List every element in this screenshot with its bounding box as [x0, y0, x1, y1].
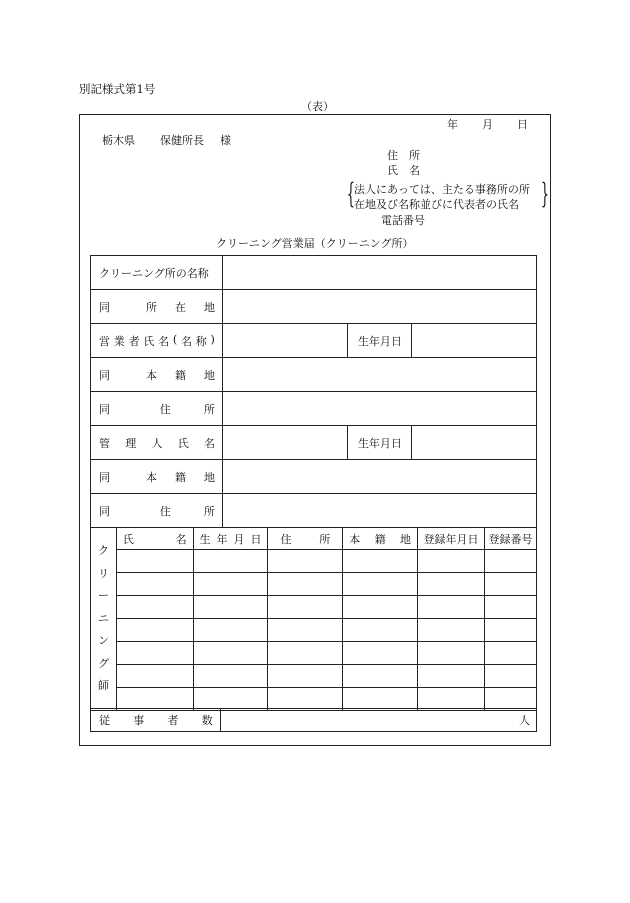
employees-count-field[interactable] [220, 709, 536, 732]
manager-address-field[interactable] [222, 494, 536, 528]
row-manager [91, 426, 537, 460]
cleaner-reg-number-cell[interactable] [484, 550, 536, 573]
facility-name-label: クリーニング所の名称 [91, 256, 223, 290]
cleaner-address-cell[interactable] [268, 619, 343, 642]
row-facility-location [91, 290, 537, 324]
col-birthdate-header: 生 年 月 日 [193, 528, 268, 550]
addressee-office: 保健所長 [160, 134, 204, 147]
row-operator [91, 324, 537, 358]
col-address-header: 住 所 [268, 528, 343, 550]
cleaner-row [91, 550, 537, 573]
operator-address-label: 同 住 所 [91, 392, 223, 426]
cleaner-birthdate-cell[interactable] [193, 619, 268, 642]
cleaner-name-cell[interactable] [116, 550, 193, 573]
cleaner-row [91, 619, 537, 642]
operator-domicile-label: 同 本 籍 地 [91, 358, 223, 392]
operator-birthdate-field[interactable] [412, 324, 537, 358]
cleaner-birthdate-cell[interactable] [193, 550, 268, 573]
facility-location-field[interactable] [222, 290, 536, 324]
cleaner-birthdate-cell[interactable] [193, 596, 268, 619]
cleaner-reg-date-cell[interactable] [418, 665, 485, 688]
cleaner-name-cell[interactable] [116, 642, 193, 665]
date-year: 年 [447, 118, 458, 131]
manager-birthdate-field[interactable] [412, 426, 537, 460]
employees-unit: 人 [519, 714, 530, 727]
cleaner-name-cell[interactable] [116, 665, 193, 688]
manager-birthdate-label: 生年月日 [348, 426, 412, 460]
operator-name-label: 営 業 者 氏 名 ( 名 称 ) [91, 324, 223, 358]
manager-domicile-field[interactable] [222, 460, 536, 494]
right-bracket-icon: } [540, 177, 549, 210]
cleaner-name-cell[interactable] [116, 573, 193, 596]
applicant-phone-label: 電話番号 [381, 214, 425, 227]
form-number: 別記様式第1号 [79, 82, 156, 96]
row-manager-address [91, 494, 537, 528]
addressee-prefecture: 栃木県 [102, 134, 135, 147]
manager-address-label: 同 住 所 [91, 494, 223, 528]
cleaner-reg-date-cell[interactable] [418, 596, 485, 619]
cleaner-domicile-cell[interactable] [343, 550, 418, 573]
side-label: （表） [301, 100, 334, 113]
col-name-header: 氏 名 [116, 528, 193, 550]
col-reg-date-header: 登録年月日 [418, 528, 485, 550]
cleaner-reg-number-cell[interactable] [484, 642, 536, 665]
cleaner-row [91, 596, 537, 619]
cleaner-domicile-cell[interactable] [343, 619, 418, 642]
cleaner-birthdate-cell[interactable] [193, 642, 268, 665]
form-title: クリーニング営業届（クリーニング所） [216, 237, 414, 250]
addressee-honorific: 様 [220, 134, 231, 147]
corporate-note-line1: 法人にあっては、主たる事務所の所 [354, 183, 530, 196]
row-facility-name [91, 256, 537, 290]
cleaner-address-cell[interactable] [268, 665, 343, 688]
operator-domicile-field[interactable] [222, 358, 536, 392]
operator-birthdate-label: 生年月日 [348, 324, 412, 358]
cleaner-reg-date-cell[interactable] [418, 550, 485, 573]
date-day: 日 [517, 118, 528, 131]
cleaner-reg-date-cell[interactable] [418, 619, 485, 642]
cleaner-domicile-cell[interactable] [343, 665, 418, 688]
cleaner-reg-date-cell[interactable] [418, 642, 485, 665]
col-domicile-header: 本 籍 地 [343, 528, 418, 550]
cleaner-reg-number-cell[interactable] [484, 596, 536, 619]
cleaner-header-row [91, 528, 537, 550]
cleaner-domicile-cell[interactable] [343, 573, 418, 596]
manager-name-field[interactable] [222, 426, 348, 460]
date-month: 月 [482, 118, 493, 131]
facility-name-field[interactable] [222, 256, 536, 290]
row-operator-domicile [91, 358, 537, 392]
left-bracket-icon: { [346, 177, 355, 210]
cleaner-table [90, 527, 537, 711]
cleaner-domicile-cell[interactable] [343, 596, 418, 619]
manager-domicile-label: 同 本 籍 地 [91, 460, 223, 494]
cleaner-reg-date-cell[interactable] [418, 573, 485, 596]
operator-name-field[interactable] [222, 324, 348, 358]
employees-row [91, 709, 537, 732]
cleaner-reg-number-cell[interactable] [484, 665, 536, 688]
cleaner-row [91, 642, 537, 665]
cleaner-address-cell[interactable] [268, 596, 343, 619]
row-manager-domicile [91, 460, 537, 494]
corporate-note-line2: 在地及び名称並びに代表者の氏名 [354, 198, 519, 211]
cleaner-vertical-label: ク リ ー ニ ン グ 師 [91, 528, 117, 711]
cleaner-address-cell[interactable] [268, 642, 343, 665]
cleaner-birthdate-cell[interactable] [193, 573, 268, 596]
cleaner-birthdate-cell[interactable] [193, 665, 268, 688]
col-reg-number-header: 登録番号 [484, 528, 536, 550]
manager-name-label: 管 理 人 氏 名 [91, 426, 223, 460]
cleaner-address-cell[interactable] [268, 550, 343, 573]
cleaner-name-cell[interactable] [116, 596, 193, 619]
cleaner-name-cell[interactable] [116, 619, 193, 642]
applicant-address-label: 住 所 [387, 149, 420, 162]
cleaner-address-cell[interactable] [268, 573, 343, 596]
info-table [90, 255, 537, 528]
applicant-name-label: 氏 名 [387, 164, 420, 177]
employees-table [90, 708, 537, 732]
employees-label: 従 事 者 数 [91, 709, 221, 732]
facility-location-label: 同 所 在 地 [91, 290, 223, 324]
cleaner-row [91, 573, 537, 596]
cleaner-row [91, 665, 537, 688]
row-operator-address [91, 392, 537, 426]
operator-address-field[interactable] [222, 392, 536, 426]
cleaner-reg-number-cell[interactable] [484, 619, 536, 642]
cleaner-reg-number-cell[interactable] [484, 573, 536, 596]
cleaner-domicile-cell[interactable] [343, 642, 418, 665]
